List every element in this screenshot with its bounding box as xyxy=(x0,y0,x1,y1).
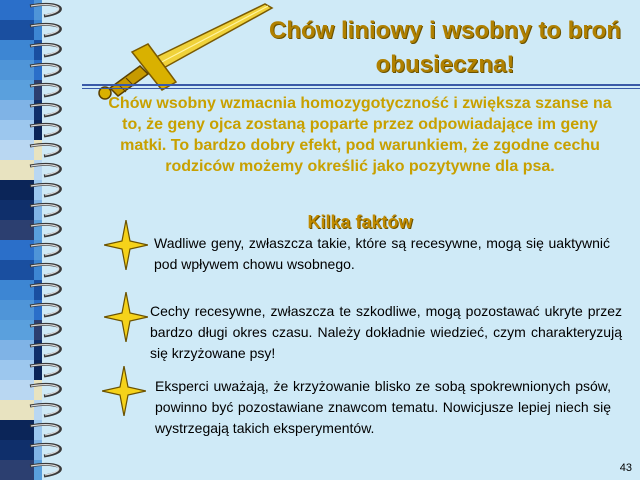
facts-heading: Kilka faktów xyxy=(307,212,413,232)
star-bullet-icon xyxy=(102,366,146,416)
title-divider xyxy=(82,84,640,90)
page-number: 43 xyxy=(619,462,632,474)
fact-item-3: Eksperci uważają, że krzyżowanie blisko ze sobą spokrewnionych psów, powinno być pozostawiane znawcom tematu. Nowicjusze lepiej niech się wystrzegają takich eksperymentów. xyxy=(155,378,611,436)
star-bullet-icon xyxy=(104,220,148,270)
binding-strip-decoration xyxy=(0,0,80,480)
intro-paragraph: Chów wsobny wzmacnia homozygotyczność i zwiększa szanse na to, że geny ojca zostaną poparte przez odpowiadające im geny matki. To bardzo dobry efekt, pod warunkiem, że zgodne cechu rodziców możemy określić jako pozytywne dla psa. xyxy=(108,95,612,175)
fact-item-2: Cechy recesywne, zwłaszcza te szkodliwe, mogą pozostawać ukryte przez bardzo długi okres czasu. Należy dokładnie wiedzieć, czym charakteryzują się krzyżowane psy! xyxy=(150,303,622,361)
star-bullet-icon xyxy=(104,292,148,342)
slide-title: Chów liniowy i wsobny to broń obusieczna! xyxy=(269,17,621,78)
fact-item-1: Wadliwe geny, zwłaszcza takie, które są recesywne, mogą się uaktywnić pod wpływem chowu wsobnego. xyxy=(154,235,610,272)
